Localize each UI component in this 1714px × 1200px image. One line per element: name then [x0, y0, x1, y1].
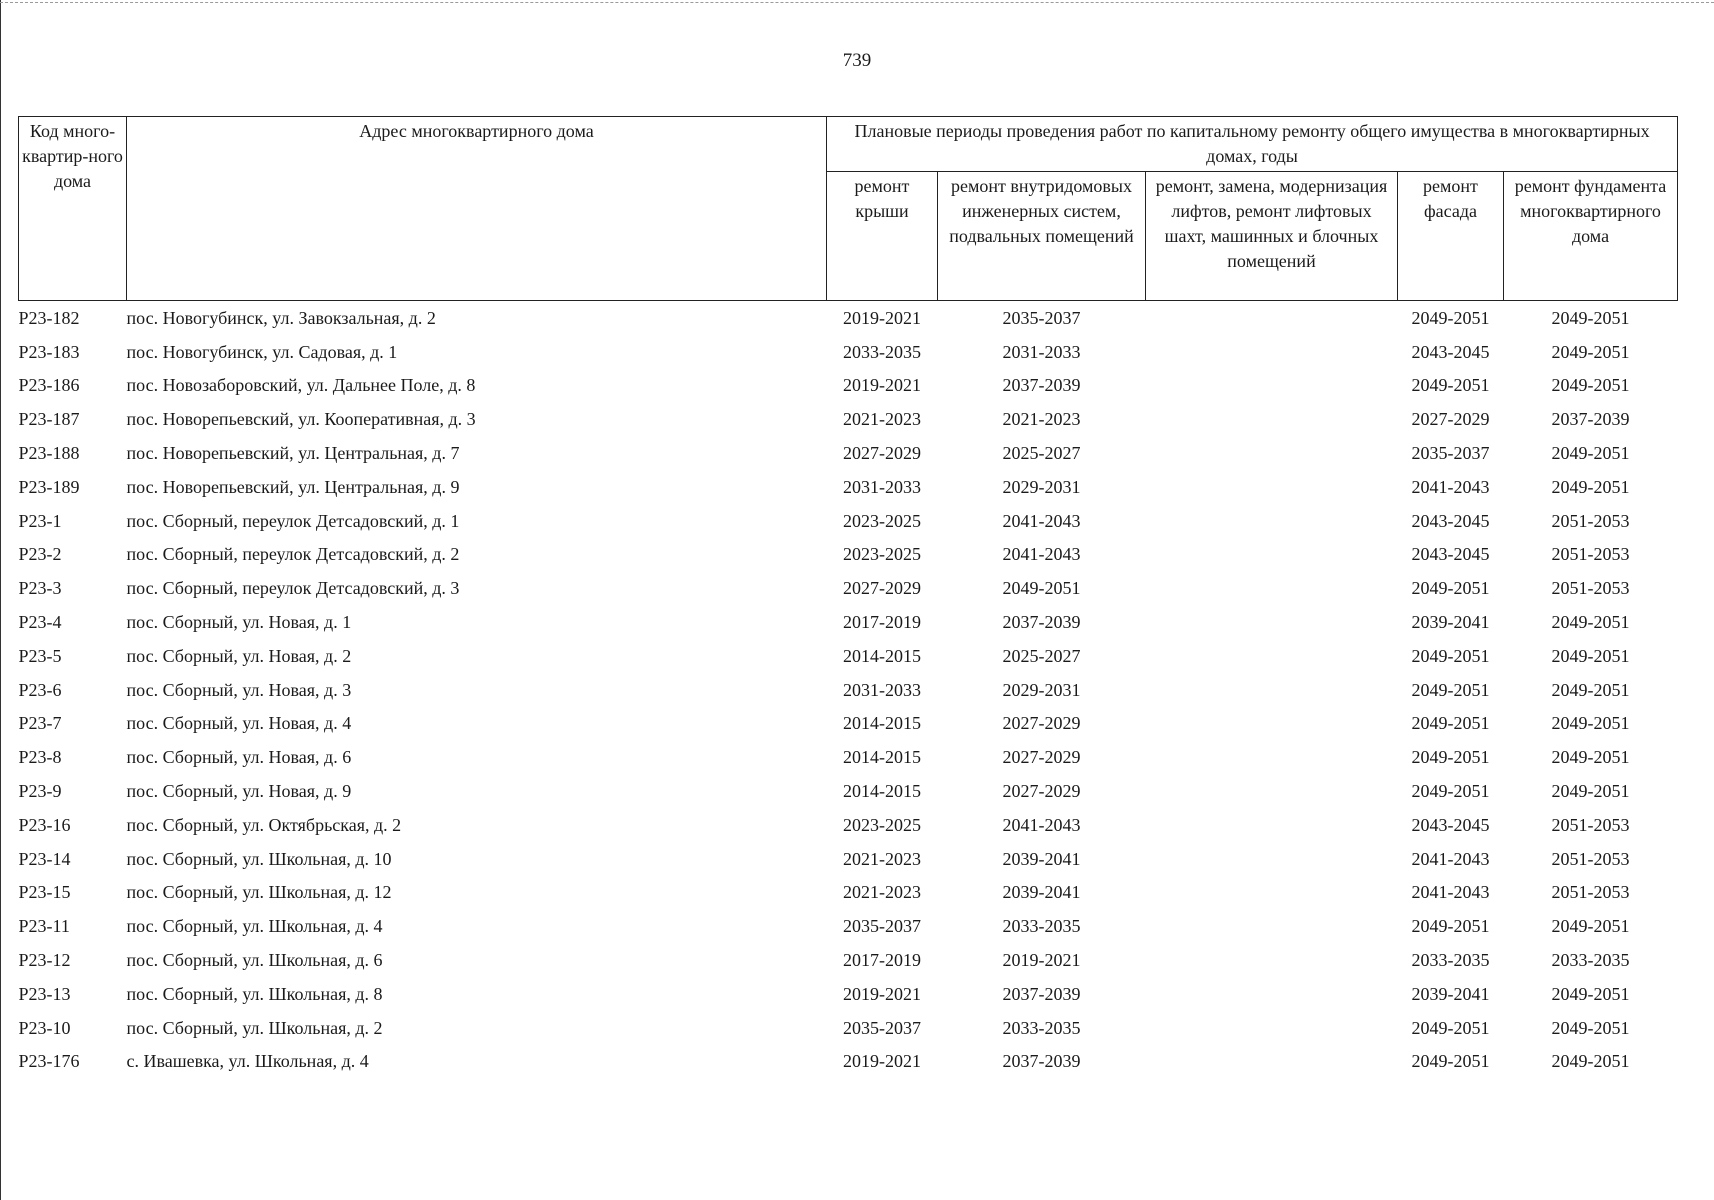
- cell-code: P23-186: [18, 375, 80, 396]
- cell-facade: 2027-2029: [1411, 409, 1490, 430]
- cell-code: P23-187: [18, 409, 80, 430]
- cell-code: P23-182: [18, 307, 80, 328]
- table-row: [19, 639, 1678, 673]
- page-number: 739: [842, 50, 872, 71]
- page-left-edge: [0, 0, 1, 1200]
- cell-foundation: 2049-2051: [1551, 307, 1630, 328]
- table-row: [19, 774, 1678, 808]
- cell-roof: 2019-2021: [843, 307, 921, 328]
- cell-roof: 2023-2025: [843, 544, 921, 565]
- cell-engineering: 2039-2041: [1002, 848, 1081, 869]
- cell-lifts: [1146, 842, 1398, 876]
- table-row: [19, 538, 1678, 572]
- cell-engineering: 2041-2043: [1002, 814, 1081, 835]
- cell-lifts: [1146, 436, 1398, 470]
- cell-roof: 2023-2025: [843, 814, 921, 835]
- table-row: [19, 605, 1678, 639]
- cell-engineering: 2025-2027: [1002, 645, 1081, 666]
- cell-code: P23-189: [18, 476, 80, 497]
- cell-facade: 2049-2051: [1411, 645, 1490, 666]
- cell-foundation: 2051-2053: [1551, 578, 1630, 599]
- cell-foundation: 2049-2051: [1551, 375, 1630, 396]
- cell-address: пос. Сборный, ул. Школьная, д. 4: [126, 916, 383, 937]
- cell-facade: 2039-2041: [1411, 612, 1490, 633]
- cell-foundation: 2049-2051: [1551, 341, 1630, 362]
- cell-address: пос. Сборный, ул. Школьная, д. 2: [126, 1017, 383, 1038]
- header-roof: ремонт крыши: [827, 172, 938, 301]
- cell-engineering: 2041-2043: [1002, 510, 1081, 531]
- table-row: [19, 1011, 1678, 1045]
- cell-engineering: 2037-2039: [1002, 612, 1081, 633]
- cell-engineering: 2033-2035: [1002, 916, 1081, 937]
- cell-roof: 2021-2023: [843, 848, 921, 869]
- cell-foundation: 2051-2053: [1551, 814, 1630, 835]
- page-top-rule: [0, 2, 1714, 3]
- table-row: [19, 707, 1678, 741]
- cell-address: пос. Сборный, ул. Новая, д. 6: [126, 747, 352, 768]
- cell-lifts: [1146, 1045, 1398, 1079]
- cell-lifts: [1146, 876, 1398, 910]
- cell-lifts: [1146, 335, 1398, 369]
- cell-code: P23-7: [18, 713, 62, 734]
- cell-address: пос. Сборный, переулок Детсадовский, д. 1: [126, 510, 460, 531]
- cell-facade: 2049-2051: [1411, 578, 1490, 599]
- table-row: [19, 470, 1678, 504]
- cell-roof: 2021-2023: [843, 882, 921, 903]
- cell-lifts: [1146, 707, 1398, 741]
- header-periods-group: Плановые периоды проведения работ по капитальному ремонту общего имущества в многоквартирных домах, годы: [827, 117, 1678, 172]
- cell-lifts: [1146, 673, 1398, 707]
- cell-foundation: 2049-2051: [1551, 983, 1630, 1004]
- cell-foundation: 2051-2053: [1551, 882, 1630, 903]
- cell-engineering: 2035-2037: [1002, 307, 1081, 328]
- table-row: [19, 977, 1678, 1011]
- table-row: [19, 402, 1678, 436]
- cell-foundation: 2049-2051: [1551, 476, 1630, 497]
- cell-roof: 2017-2019: [843, 612, 921, 633]
- cell-address: пос. Новорепьевский, ул. Центральная, д. 9: [126, 476, 460, 497]
- cell-facade: 2043-2045: [1411, 544, 1490, 565]
- cell-engineering: 2037-2039: [1002, 1051, 1081, 1072]
- table-row: [19, 842, 1678, 876]
- header-address: Адрес многоквартирного дома: [127, 117, 827, 301]
- cell-address: пос. Сборный, переулок Детсадовский, д. 2: [126, 544, 460, 565]
- cell-foundation: 2049-2051: [1551, 916, 1630, 937]
- header-code: Код много-квартир-ного дома: [19, 117, 127, 301]
- cell-code: P23-14: [18, 848, 71, 869]
- cell-address: пос. Сборный, ул. Новая, д. 1: [126, 612, 352, 633]
- cell-roof: 2027-2029: [843, 443, 921, 464]
- cell-roof: 2035-2037: [843, 1017, 921, 1038]
- cell-facade: 2049-2051: [1411, 1051, 1490, 1072]
- cell-address: пос. Сборный, ул. Новая, д. 3: [126, 679, 352, 700]
- cell-roof: 2019-2021: [843, 1051, 921, 1072]
- cell-facade: 2035-2037: [1411, 443, 1490, 464]
- cell-engineering: 2025-2027: [1002, 443, 1081, 464]
- cell-address: пос. Сборный, ул. Школьная, д. 10: [126, 848, 392, 869]
- cell-address: пос. Сборный, ул. Новая, д. 2: [126, 645, 352, 666]
- cell-engineering: 2033-2035: [1002, 1017, 1081, 1038]
- table-row: [19, 1045, 1678, 1079]
- cell-roof: 2033-2035: [843, 341, 921, 362]
- cell-lifts: [1146, 774, 1398, 808]
- cell-code: P23-10: [18, 1017, 71, 1038]
- cell-code: P23-8: [18, 747, 62, 768]
- cell-lifts: [1146, 571, 1398, 605]
- cell-address: пос. Новогубинск, ул. Садовая, д. 1: [126, 341, 398, 362]
- cell-roof: 2035-2037: [843, 916, 921, 937]
- cell-engineering: 2037-2039: [1002, 375, 1081, 396]
- cell-roof: 2014-2015: [843, 713, 921, 734]
- cell-code: P23-183: [18, 341, 80, 362]
- cell-facade: 2043-2045: [1411, 510, 1490, 531]
- table-body: [19, 301, 1678, 1079]
- cell-lifts: [1146, 639, 1398, 673]
- capital-repair-schedule-table: [18, 116, 1678, 1078]
- cell-lifts: [1146, 369, 1398, 403]
- cell-foundation: 2049-2051: [1551, 645, 1630, 666]
- cell-roof: 2021-2023: [843, 409, 921, 430]
- cell-foundation: 2049-2051: [1551, 713, 1630, 734]
- cell-lifts: [1146, 740, 1398, 774]
- cell-roof: 2019-2021: [843, 983, 921, 1004]
- cell-lifts: [1146, 470, 1398, 504]
- cell-engineering: 2021-2023: [1002, 409, 1081, 430]
- table-row: [19, 740, 1678, 774]
- cell-code: P23-11: [18, 916, 70, 937]
- cell-code: P23-3: [18, 578, 62, 599]
- cell-foundation: 2049-2051: [1551, 1051, 1630, 1072]
- table-row: [19, 301, 1678, 335]
- cell-code: P23-13: [18, 983, 71, 1004]
- cell-address: пос. Сборный, ул. Школьная, д. 12: [126, 882, 392, 903]
- cell-foundation: 2049-2051: [1551, 612, 1630, 633]
- cell-roof: 2014-2015: [843, 781, 921, 802]
- header-facade: ремонт фасада: [1398, 172, 1504, 301]
- cell-foundation: 2049-2051: [1551, 1017, 1630, 1038]
- table-row: [19, 909, 1678, 943]
- table-row: [19, 335, 1678, 369]
- cell-roof: 2031-2033: [843, 679, 921, 700]
- cell-engineering: 2037-2039: [1002, 983, 1081, 1004]
- cell-code: P23-15: [18, 882, 71, 903]
- cell-facade: 2049-2051: [1411, 747, 1490, 768]
- header-engineering: ремонт внутридомовых инженерных систем, подвальных помещений: [938, 172, 1146, 301]
- cell-facade: 2049-2051: [1411, 916, 1490, 937]
- cell-lifts: [1146, 977, 1398, 1011]
- cell-facade: 2041-2043: [1411, 882, 1490, 903]
- header-foundation: ремонт фундамента многоквартирного дома: [1504, 172, 1678, 301]
- cell-code: P23-176: [18, 1051, 80, 1072]
- cell-roof: 2023-2025: [843, 510, 921, 531]
- cell-engineering: 2039-2041: [1002, 882, 1081, 903]
- cell-lifts: [1146, 538, 1398, 572]
- cell-foundation: 2051-2053: [1551, 848, 1630, 869]
- cell-code: P23-2: [18, 544, 62, 565]
- cell-roof: 2014-2015: [843, 645, 921, 666]
- header-lifts: ремонт, замена, модернизация лифтов, ремонт лифтовых шахт, машинных и блочных помещений: [1146, 172, 1398, 301]
- cell-address: пос. Новозаборовский, ул. Дальнее Поле, д. 8: [126, 375, 476, 396]
- table-row: [19, 504, 1678, 538]
- cell-lifts: [1146, 504, 1398, 538]
- cell-lifts: [1146, 909, 1398, 943]
- cell-address: пос. Сборный, переулок Детсадовский, д. 3: [126, 578, 460, 599]
- cell-address: пос. Сборный, ул. Школьная, д. 6: [126, 950, 383, 971]
- cell-foundation: 2033-2035: [1551, 950, 1630, 971]
- cell-code: P23-188: [18, 443, 80, 464]
- cell-engineering: 2027-2029: [1002, 781, 1081, 802]
- cell-facade: 2041-2043: [1411, 848, 1490, 869]
- cell-facade: 2043-2045: [1411, 341, 1490, 362]
- cell-address: пос. Новогубинск, ул. Завокзальная, д. 2: [126, 307, 436, 328]
- cell-address: с. Ивашевка, ул. Школьная, д. 4: [126, 1051, 369, 1072]
- table-row: [19, 369, 1678, 403]
- cell-roof: 2019-2021: [843, 375, 921, 396]
- cell-facade: 2049-2051: [1411, 1017, 1490, 1038]
- cell-address: пос. Сборный, ул. Новая, д. 4: [126, 713, 352, 734]
- cell-foundation: 2049-2051: [1551, 781, 1630, 802]
- cell-code: P23-4: [18, 612, 62, 633]
- cell-facade: 2039-2041: [1411, 983, 1490, 1004]
- table-row: [19, 808, 1678, 842]
- cell-roof: 2014-2015: [843, 747, 921, 768]
- cell-engineering: 2029-2031: [1002, 679, 1081, 700]
- cell-lifts: [1146, 943, 1398, 977]
- cell-foundation: 2037-2039: [1551, 409, 1630, 430]
- cell-foundation: 2049-2051: [1551, 747, 1630, 768]
- cell-engineering: 2041-2043: [1002, 544, 1081, 565]
- cell-engineering: 2019-2021: [1002, 950, 1081, 971]
- table-row: [19, 673, 1678, 707]
- cell-lifts: [1146, 1011, 1398, 1045]
- cell-lifts: [1146, 402, 1398, 436]
- cell-code: P23-9: [18, 781, 62, 802]
- cell-roof: 2017-2019: [843, 950, 921, 971]
- cell-facade: 2049-2051: [1411, 679, 1490, 700]
- cell-roof: 2027-2029: [843, 578, 921, 599]
- table-row: [19, 436, 1678, 470]
- table-row: [19, 943, 1678, 977]
- cell-engineering: 2049-2051: [1002, 578, 1081, 599]
- cell-engineering: 2031-2033: [1002, 341, 1081, 362]
- cell-facade: 2043-2045: [1411, 814, 1490, 835]
- table-row: [19, 876, 1678, 910]
- cell-facade: 2049-2051: [1411, 307, 1490, 328]
- cell-facade: 2033-2035: [1411, 950, 1490, 971]
- cell-address: пос. Новорепьевский, ул. Центральная, д. 7: [126, 443, 460, 464]
- cell-engineering: 2027-2029: [1002, 713, 1081, 734]
- cell-foundation: 2051-2053: [1551, 544, 1630, 565]
- cell-code: P23-12: [18, 950, 71, 971]
- cell-address: пос. Сборный, ул. Новая, д. 9: [126, 781, 352, 802]
- cell-address: пос. Сборный, ул. Школьная, д. 8: [126, 983, 383, 1004]
- cell-foundation: 2051-2053: [1551, 510, 1630, 531]
- cell-engineering: 2029-2031: [1002, 476, 1081, 497]
- cell-code: P23-6: [18, 679, 62, 700]
- cell-foundation: 2049-2051: [1551, 679, 1630, 700]
- cell-facade: 2049-2051: [1411, 375, 1490, 396]
- cell-engineering: 2027-2029: [1002, 747, 1081, 768]
- cell-address: пос. Новорепьевский, ул. Кооперативная, д. 3: [126, 409, 476, 430]
- cell-facade: 2041-2043: [1411, 476, 1490, 497]
- cell-address: пос. Сборный, ул. Октябрьская, д. 2: [126, 814, 402, 835]
- cell-foundation: 2049-2051: [1551, 443, 1630, 464]
- table-header: [19, 117, 1678, 301]
- cell-roof: 2031-2033: [843, 476, 921, 497]
- cell-lifts: [1146, 808, 1398, 842]
- cell-facade: 2049-2051: [1411, 713, 1490, 734]
- cell-code: P23-5: [18, 645, 62, 666]
- cell-lifts: [1146, 605, 1398, 639]
- cell-code: P23-16: [18, 814, 71, 835]
- cell-code: P23-1: [18, 510, 62, 531]
- table-row: [19, 571, 1678, 605]
- cell-facade: 2049-2051: [1411, 781, 1490, 802]
- cell-lifts: [1146, 301, 1398, 335]
